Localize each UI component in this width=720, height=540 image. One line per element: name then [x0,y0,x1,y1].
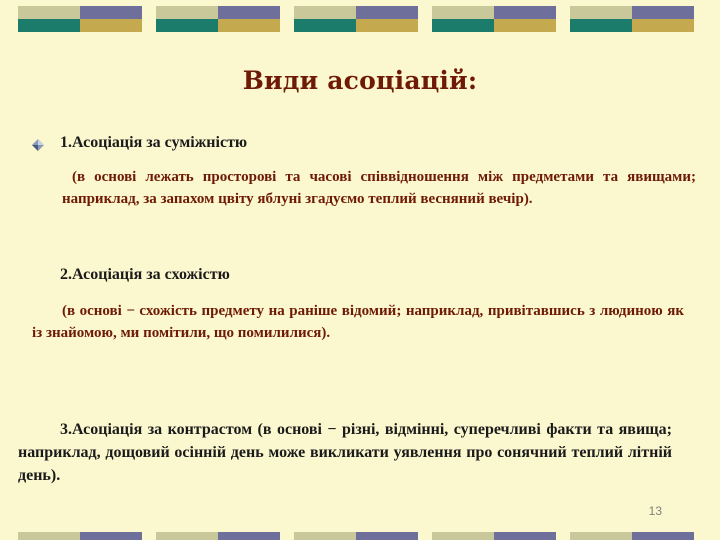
top-decorative-band [0,6,720,32]
bottom-decorative-band [0,532,720,540]
deco-tile [18,6,142,32]
item1-heading: 1.Асоціація за суміжністю [60,134,248,151]
item3-text: 3.Асоціація за контрастом (в основі − різні, відмінні, суперечливі факти та явища; наприклад, дощовий осінній день може викликати уявлення про сонячний теплий літній день). [18,421,672,484]
slide-title: Види асоціацій: [242,66,478,95]
deco-tile [432,532,556,540]
diamond-bullet-icon [32,139,44,151]
deco-tile [294,532,418,540]
deco-tile [432,6,556,32]
item2-heading: 2.Асоціація за схожістю [60,266,230,283]
item2-text: (в основі − схожість предмету на раніше відомий; наприклад, привітавшись з людиною як із знайомою, ми помітили, що помилилися). [32,303,684,341]
deco-tile [156,6,280,32]
deco-tile [294,6,418,32]
deco-tile [156,532,280,540]
item1-text: (в основі лежать просторові та часові співвідношення між предметами та явищами; наприклад, за запахом цвіту яблуні згадуємо теплий весняний вечір). [62,169,696,207]
deco-tile [18,532,142,540]
deco-tile [570,6,694,32]
deco-tile [570,532,694,540]
slide-number: 13 [648,504,662,518]
